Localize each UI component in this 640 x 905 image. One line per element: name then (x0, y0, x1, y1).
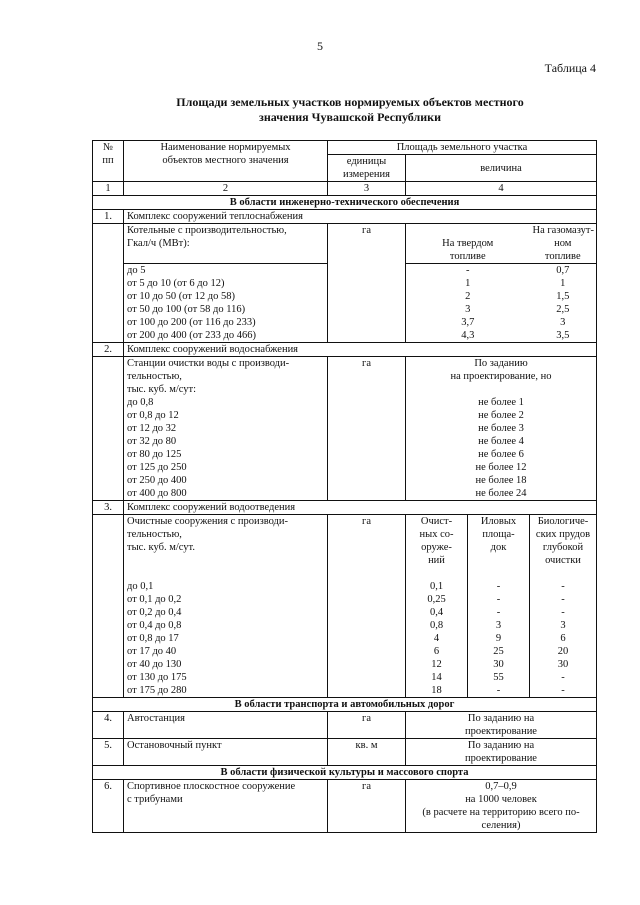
group-title: Комплекс сооружений водоснабжения (124, 343, 597, 357)
col-number: 2 (124, 182, 328, 196)
row-number: 4. (93, 712, 124, 739)
row-number: 2. (93, 343, 124, 357)
sludge-values: Иловых площа- док - - - 3 9 25 30 55 - (468, 515, 530, 698)
section-heading: В области физической культуры и массового спорта (93, 766, 597, 780)
table-label: Таблица 4 (544, 61, 596, 75)
solid-fuel-values: - 1 2 3 3,7 4,3 (406, 264, 530, 343)
header-row (93, 141, 597, 155)
object-description: Очистные сооружения с производи- тельностью, тыс. куб. м/сут. до 0,1 от 0,1 до 0,2 от 0,2 до 0,4 от 0,4 до 0,8 от 0,8 до 17 от 17 до 40 от 40 до 130 от 130 до 175 от 175 до 280 (124, 515, 328, 698)
object-name: Автостанция (124, 712, 328, 739)
section-heading: В области инженерно-технического обеспечения (93, 196, 597, 210)
page-number: 5 (317, 39, 323, 53)
value-cell: 0,7–0,9 на 1000 человек (в расчете на территорию всего по- селения) (406, 780, 597, 833)
col-number: 3 (328, 182, 406, 196)
col-number: 4 (406, 182, 597, 196)
solid-fuel-header: На твердом топливе (406, 224, 530, 264)
pond-values: Биологиче- ских прудов глубокой очистки - - - 3 6 20 30 - - (530, 515, 597, 698)
row-number: 6. (93, 780, 124, 833)
unit-cell: га (328, 515, 406, 698)
unit-cell: га (328, 712, 406, 739)
title-line: Площади земельных участков нормируемых объектов местного (176, 95, 524, 109)
header-unit: единицы измерения (328, 155, 406, 182)
unit-cell: га (328, 224, 406, 343)
object-name: Остановочный пункт (124, 739, 328, 766)
treatment-values: Очист- ных со- оруже- ний 0,1 0,25 0,4 0,8 4 6 12 14 18 (406, 515, 468, 698)
value-cell: По заданию на проектирование (406, 739, 597, 766)
object-description: Станции очистки воды с производи- тельностью, тыс. куб. м/сут: до 0,8 от 0,8 до 12 от 12 до 32 от 32 до 80 от 80 до 125 от 125 до 250 от 250 до 400 от 400 до 800 (124, 357, 328, 501)
table-title (80, 95, 620, 125)
land-area-table (92, 140, 597, 833)
unit-cell: га (328, 357, 406, 501)
row-number: 3. (93, 501, 124, 515)
row-number: 1. (93, 210, 124, 224)
title-line: значения Чувашской Республики (259, 110, 441, 124)
section-heading: В области транспорта и автомобильных дорог (93, 698, 597, 712)
column-numbers-row (93, 182, 597, 196)
header-name: Наименование нормируемых объектов местного значения (124, 141, 328, 182)
unit-cell: кв. м (328, 739, 406, 766)
row-number: 5. (93, 739, 124, 766)
header-area: Площадь земельного участка (328, 141, 597, 155)
object-description: Котельные с производительностью, Гкал/ч (МВт): (124, 224, 328, 264)
unit-cell: га (328, 780, 406, 833)
water-values: По заданию на проектирование, но не более 1 не более 2 не более 3 не более 4 не более 6 не более 12 не более 18 не более 24 (406, 357, 597, 501)
object-name: Спортивное плоскостное сооружение с трибунами (124, 780, 328, 833)
group-title: Комплекс сооружений водоотведения (124, 501, 597, 515)
value-cell: По заданию на проектирование (406, 712, 597, 739)
gas-fuel-values: 0,7 1 1,5 2,5 3 3,5 (530, 264, 597, 343)
header-value: величина (406, 155, 597, 182)
col-number: 1 (93, 182, 124, 196)
gas-fuel-header: На газомазут- ном топливе (530, 224, 597, 264)
header-num: № пп (93, 141, 124, 182)
capacity-list: до 5 от 5 до 10 (от 6 до 12) от 10 до 50 (от 12 до 58) от 50 до 100 (от 58 до 116) от 100 до 200 (от 116 до 233) от 200 до 400 (от 233 до 466) (124, 264, 328, 343)
group-title: Комплекс сооружений теплоснабжения (124, 210, 597, 224)
